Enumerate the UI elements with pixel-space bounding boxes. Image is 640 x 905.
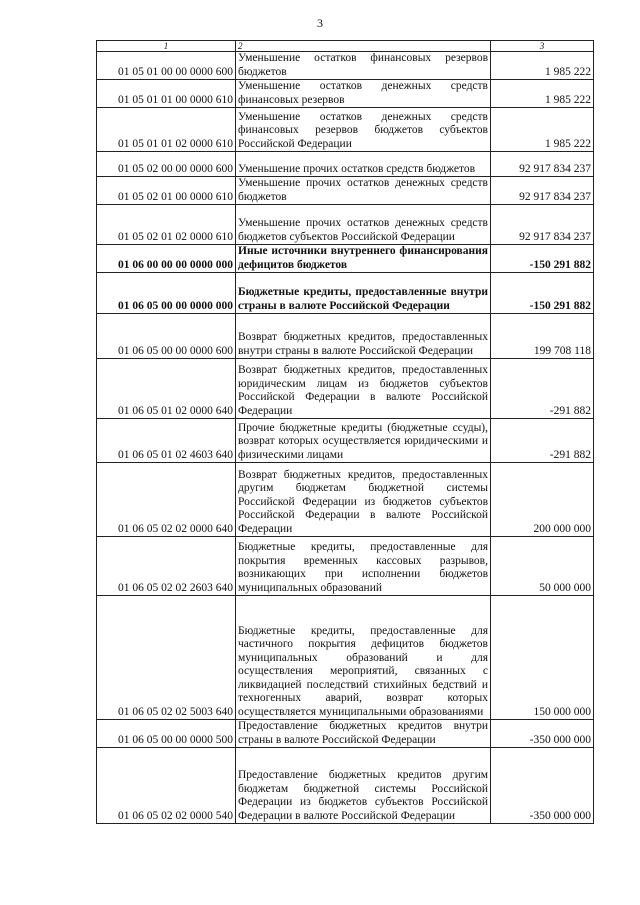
source-name-cell: Бюджетные кредиты, предоставленные для покрытия временных кассовых разрывов, возникающих при исполнении бюджетов муниципальных образований — [236, 537, 491, 596]
source-name-cell: Уменьшение прочих остатков денежных средств бюджетов субъектов Российской Федерации — [236, 205, 491, 245]
page-number: 3 — [317, 16, 323, 30]
budget-code-cell: 01 05 02 01 00 0000 610 — [97, 177, 236, 205]
table-header-row — [97, 41, 594, 52]
amount-cell: 200 000 000 — [491, 463, 594, 537]
table-row — [97, 245, 594, 273]
budget-code-cell: 01 06 05 01 02 4603 640 — [97, 419, 236, 463]
source-name-cell: Иные источники внутреннего финансирования дефицитов бюджетов — [236, 245, 491, 273]
column-header-1: 1 — [97, 41, 236, 52]
table-row — [97, 273, 594, 314]
source-name-cell: Возврат бюджетных кредитов, предоставленных другим бюджетам бюджетной системы Российской Федерации из бюджетов субъектов Российской Федерации в валюте Российской Федерации — [236, 463, 491, 537]
budget-code-cell: 01 05 01 00 00 0000 600 — [97, 52, 236, 80]
amount-cell: 92 917 834 237 — [491, 205, 594, 245]
amount-cell: 1 985 222 — [491, 108, 594, 152]
source-name-cell: Предоставление бюджетных кредитов другим бюджетам бюджетной системы Российской Федерации из бюджетов субъектов Российской Федерации в валюте Российской Федерации — [236, 748, 491, 824]
table-body — [97, 41, 594, 824]
budget-code-cell: 01 06 05 02 02 0000 640 — [97, 463, 236, 537]
table-row — [97, 463, 594, 537]
budget-code-cell: 01 06 05 00 00 0000 000 — [97, 273, 236, 314]
table-row — [97, 537, 594, 596]
table-row — [97, 80, 594, 108]
budget-code-cell: 01 06 05 00 00 0000 600 — [97, 314, 236, 359]
amount-cell: 50 000 000 — [491, 537, 594, 596]
amount-cell: 1 985 222 — [491, 80, 594, 108]
source-name-cell: Уменьшение остатков денежных средств финансовых резервов бюджетов субъектов Российской Федерации — [236, 108, 491, 152]
source-name-cell: Возврат бюджетных кредитов, предоставленных внутри страны в валюте Российской Федерации — [236, 314, 491, 359]
budget-code-cell: 01 06 05 02 02 0000 540 — [97, 748, 236, 824]
table-row — [97, 152, 594, 177]
source-name-cell: Возврат бюджетных кредитов, предоставленных юридическим лицам из бюджетов субъектов Российской Федерации в валюте Российской Федерации — [236, 359, 491, 419]
table-row — [97, 359, 594, 419]
budget-code-cell: 01 05 02 00 00 0000 600 — [97, 152, 236, 177]
column-header-2: 2 — [236, 41, 491, 52]
budget-code-cell: 01 06 05 02 02 5003 640 — [97, 596, 236, 720]
amount-cell: -291 882 — [491, 359, 594, 419]
amount-cell: -150 291 882 — [491, 273, 594, 314]
budget-code-cell: 01 06 05 00 00 0000 500 — [97, 720, 236, 748]
table-row — [97, 720, 594, 748]
table-row — [97, 748, 594, 824]
source-name-cell: Уменьшение остатков денежных средств финансовых резервов — [236, 80, 491, 108]
table-row — [97, 52, 594, 80]
table-row — [97, 177, 594, 205]
budget-code-cell: 01 05 01 01 00 0000 610 — [97, 80, 236, 108]
budget-code-cell: 01 05 02 01 02 0000 610 — [97, 205, 236, 245]
source-name-cell: Уменьшение прочих остатков средств бюджетов — [236, 152, 491, 177]
table-row — [97, 108, 594, 152]
amount-cell: 150 000 000 — [491, 596, 594, 720]
budget-code-cell: 01 06 05 01 02 0000 640 — [97, 359, 236, 419]
amount-cell: -350 000 000 — [491, 748, 594, 824]
amount-cell: -350 000 000 — [491, 720, 594, 748]
budget-code-cell: 01 06 05 02 02 2603 640 — [97, 537, 236, 596]
table-row — [97, 596, 594, 720]
amount-cell: 92 917 834 237 — [491, 152, 594, 177]
amount-cell: -291 882 — [491, 419, 594, 463]
budget-code-cell: 01 05 01 01 02 0000 610 — [97, 108, 236, 152]
table-row — [97, 314, 594, 359]
source-name-cell: Бюджетные кредиты, предоставленные внутри страны в валюте Российской Федерации — [236, 273, 491, 314]
amount-cell: -150 291 882 — [491, 245, 594, 273]
table-row — [97, 205, 594, 245]
source-name-cell: Прочие бюджетные кредиты (бюджетные ссуды), возврат которых осуществляется юридическими и физическими лицами — [236, 419, 491, 463]
budget-code-cell: 01 06 00 00 00 0000 000 — [97, 245, 236, 273]
source-name-cell: Бюджетные кредиты, предоставленные для частичного покрытия дефицитов бюджетов муниципальных образований и для осуществления мероприятий, связанных с ликвидацией последствий стихийных бедствий и техногенных аварий, возврат которых осуществляется муниципальными образованиями — [236, 596, 491, 720]
table-row — [97, 419, 594, 463]
budget-sources-table — [96, 40, 594, 824]
amount-cell: 92 917 834 237 — [491, 177, 594, 205]
amount-cell: 199 708 118 — [491, 314, 594, 359]
source-name-cell: Уменьшение прочих остатков денежных средств бюджетов — [236, 177, 491, 205]
amount-cell: 1 985 222 — [491, 52, 594, 80]
column-header-3: 3 — [491, 41, 594, 52]
source-name-cell: Предоставление бюджетных кредитов внутри страны в валюте Российской Федерации — [236, 720, 491, 748]
source-name-cell: Уменьшение остатков финансовых резервов бюджетов — [236, 52, 491, 80]
